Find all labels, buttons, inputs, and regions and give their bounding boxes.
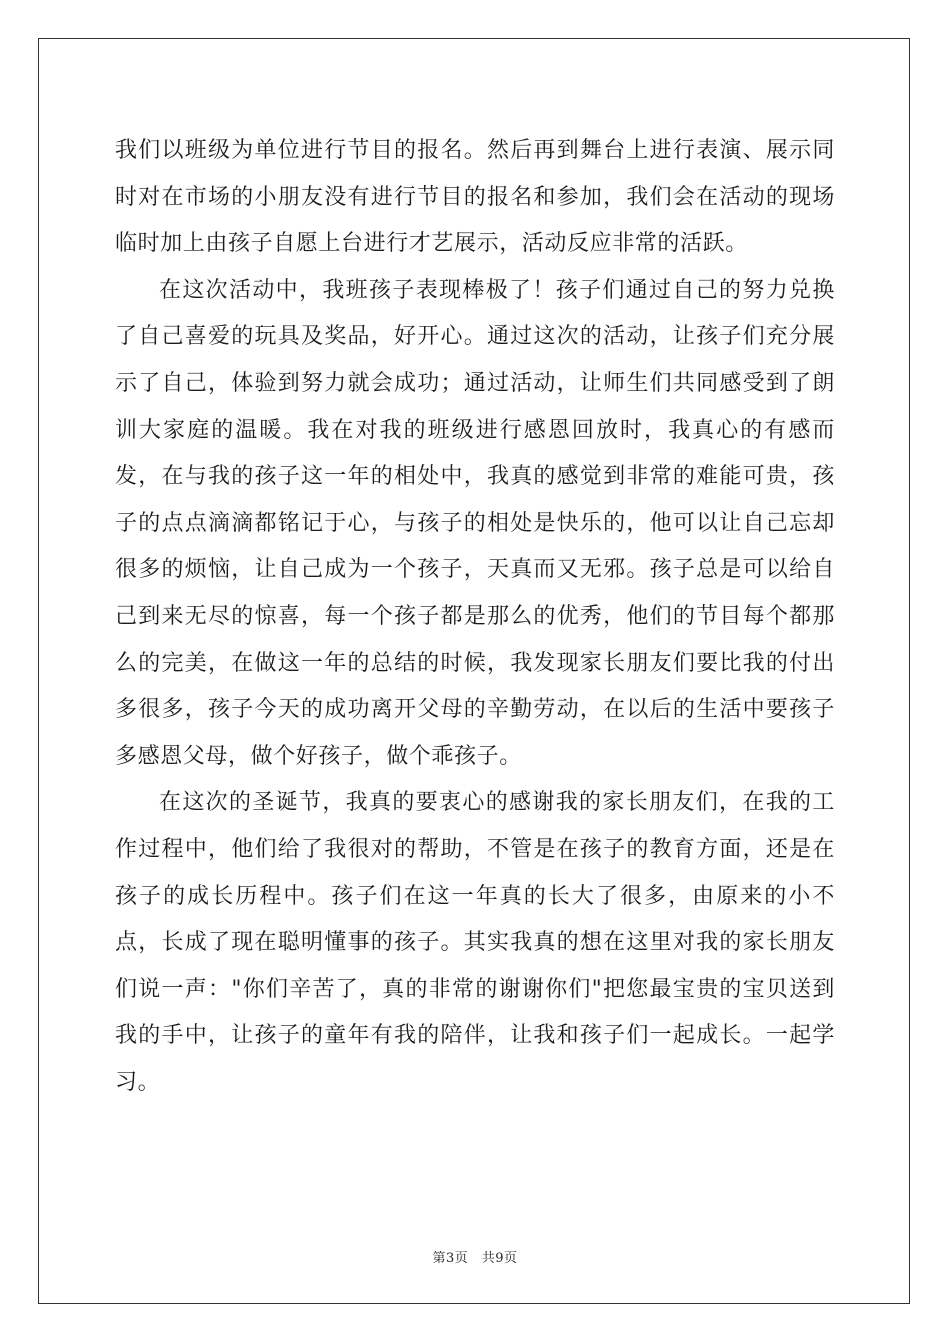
paragraph-1: 我们以班级为单位进行节目的报名。然后再到舞台上进行表演、展示同时对在市场的小朋友没有进行节目的报名和参加，我们会在活动的现场临时加上由孩子自愿上台进行才艺展示，活动反应非常的活跃。 xyxy=(115,138,835,257)
page-number-footer: 第3页 共9页 xyxy=(432,1251,518,1266)
document-body xyxy=(115,128,835,1106)
paragraph-2: 在这次活动中，我班孩子表现棒极了！孩子们通过自己的努力兑换了自己喜爱的玩具及奖品，好开心。通过这次的活动，让孩子们充分展示了自己，体验到努力就会成功；通过活动，让师生们共同感受到了朗训大家庭的温暖。我在对我的班级进行感恩回放时，我真心的有感而发，在与我的孩子这一年的相处中，我真的感觉到非常的难能可贵，孩子的点点滴滴都铭记于心，与孩子的相处是快乐的，他可以让自己忘却很多的烦恼，让自己成为一个孩子，天真而又无邪。孩子总是可以给自己到来无尽的惊喜，每一个孩子都是那么的优秀，他们的节目每个都那么的完美，在做这一年的总结的时候，我发现家长朋友们要比我的付出多很多，孩子今天的成功离开父母的辛勤劳动，在以后的生活中要孩子多感恩父母，做个好孩子，做个乖孩子。 xyxy=(115,277,835,769)
paragraph-3: 在这次的圣诞节，我真的要衷心的感谢我的家长朋友们，在我的工作过程中，他们给了我很对的帮助，不管是在孩子的教育方面，还是在孩子的成长历程中。孩子们在这一年真的长大了很多，由原来的小不点，长成了现在聪明懂事的孩子。其实我真的想在这里对我的家长朋友们说一声："你们辛苦了，真的非常的谢谢你们"把您最宝贵的宝贝送到我的手中，让孩子的童年有我的陪伴，让我和孩子们一起成长。一起学习。 xyxy=(115,790,835,1095)
